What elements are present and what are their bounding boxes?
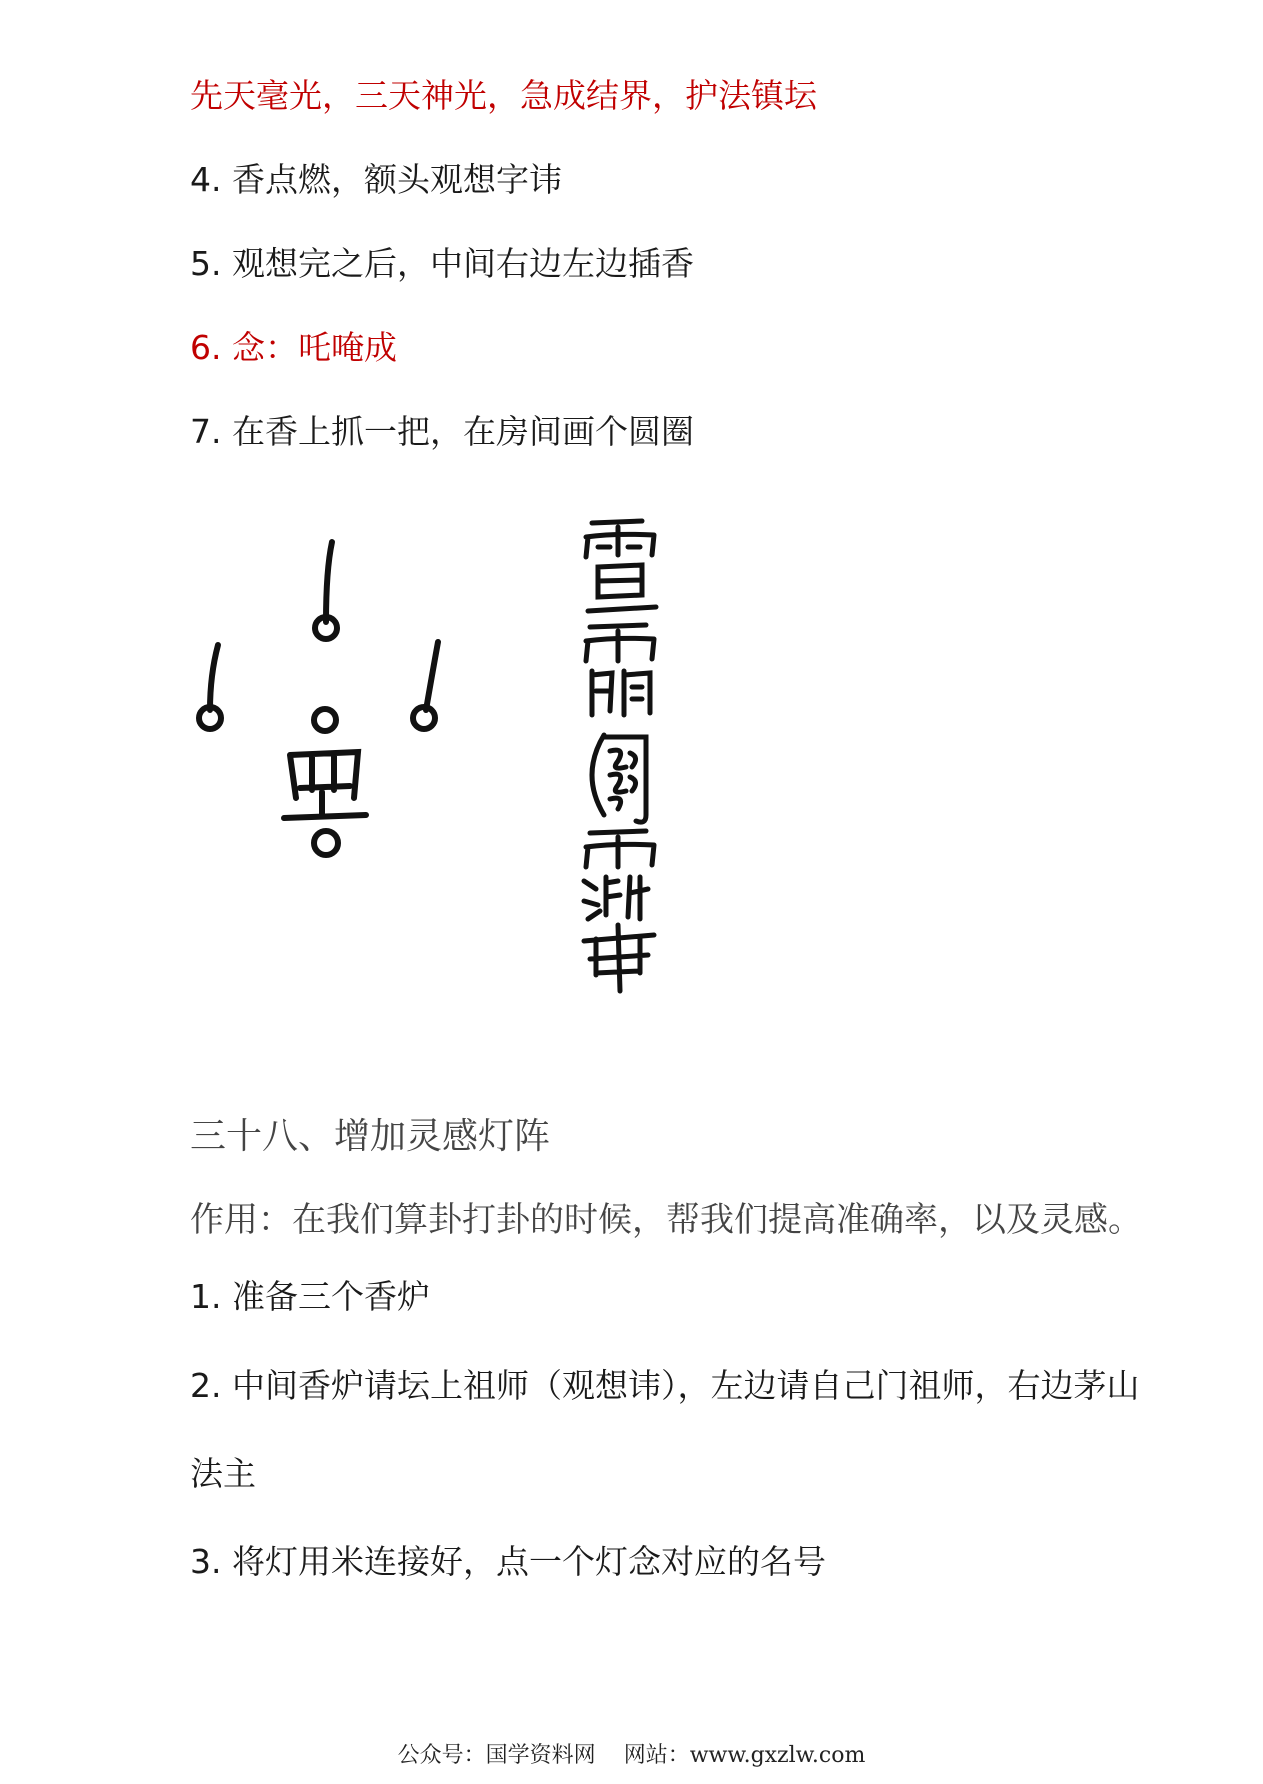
step-6-mantra: 吒唵成 [297,328,397,367]
footer-wechat: 公众号：国学资料网 [397,1743,596,1768]
glyph-lei-2 [586,625,654,715]
center-circle [314,709,336,731]
glyph-lei-1 [586,521,656,611]
step-4: 4. 香点燃，额头观想字讳 [190,160,562,199]
section-step-1: 1. 准备三个香炉 [190,1277,430,1316]
talisman-glyph [284,752,366,818]
glyph-lei-3 [584,831,654,919]
glyph-bottom [584,925,654,991]
bottom-circle [314,831,338,855]
page-footer [0,1738,1263,1769]
step-6-prefix: 6. 念： [190,328,298,367]
right-incense-stick [426,642,438,710]
step-6 [190,328,397,368]
section-step-2-line-2: 法主 [190,1454,256,1493]
section-title: 三十八、增加灵感灯阵 [190,1116,551,1157]
section-step-3: 3. 将灯用米连接好，点一个灯念对应的名号 [190,1542,826,1581]
incantation-line: 先天毫光，三天神光，急成结界，护法镇坛 [190,76,817,115]
footer-website: 网站：www.gxzlw.com [623,1743,866,1768]
left-incense-stick [210,645,218,710]
center-incense-stick [326,542,332,622]
glyph-spiral-seal [592,735,646,822]
talisman-character-column [570,515,680,995]
step-5: 5. 观想完之后，中间右边左边插香 [190,244,694,283]
section-step-2-line-1: 2. 中间香炉请坛上祖师（观想讳），左边请自己门祖师，右边茅山 [190,1366,1140,1405]
step-7: 7. 在香上抓一把，在房间画个圆圈 [190,412,694,451]
section-purpose: 作用：在我们算卦打卦的时候，帮我们提高准确率，以及灵感。 [190,1200,1142,1240]
incense-placement-diagram [180,530,460,870]
